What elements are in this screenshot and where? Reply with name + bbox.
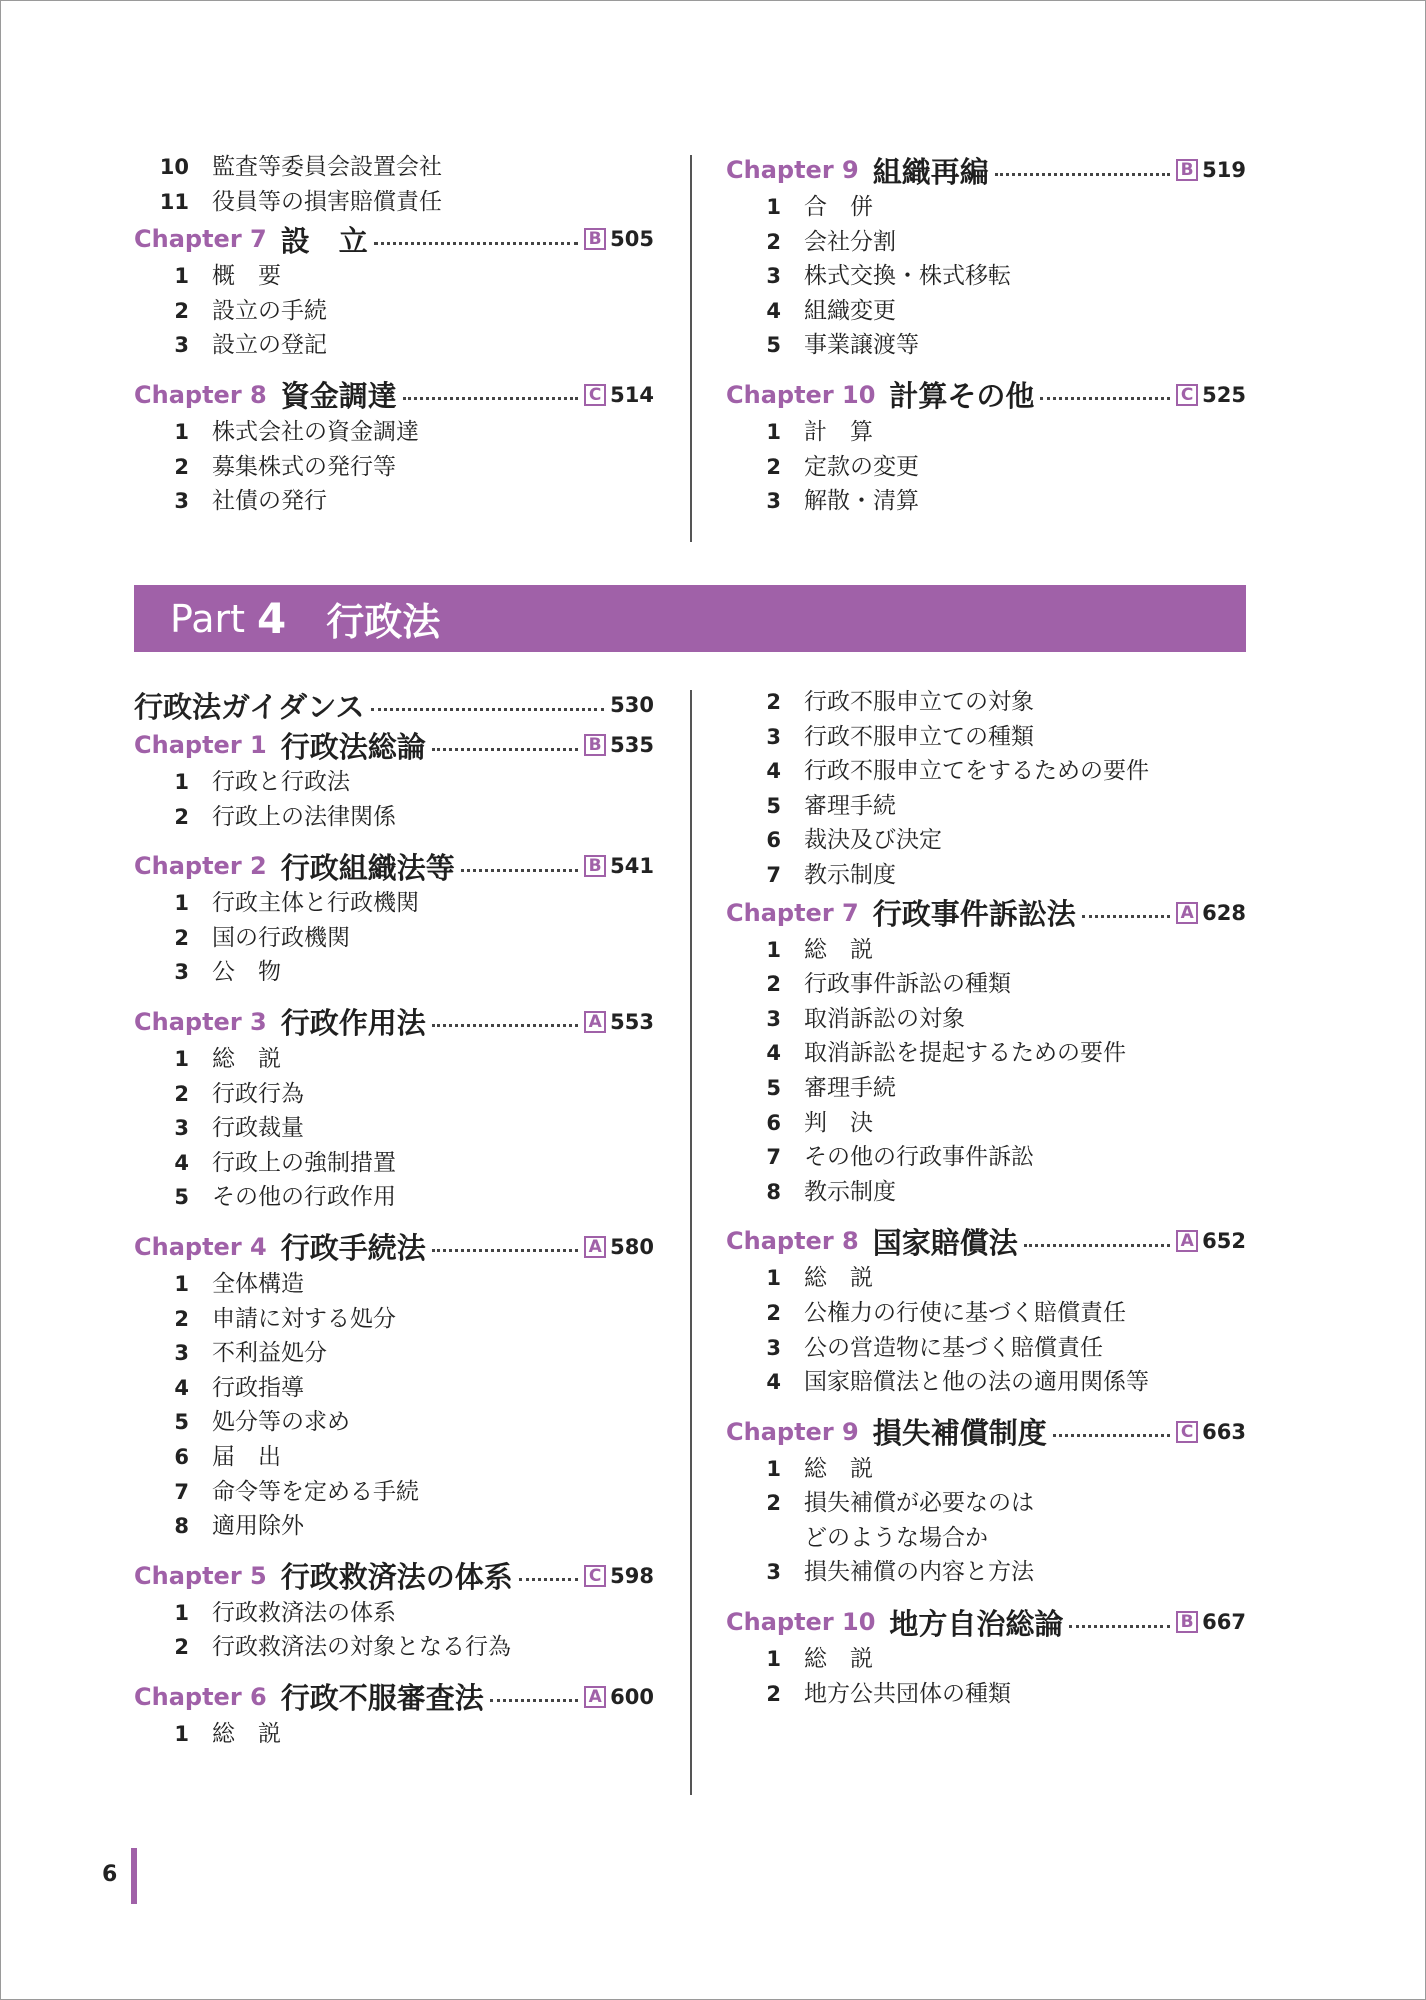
page-ref: 663 <box>1202 1419 1246 1444</box>
page-ref: 580 <box>610 1234 654 1259</box>
toc-item[interactable] <box>726 225 1246 260</box>
item-number: 4 <box>766 759 781 784</box>
item-number: 2 <box>174 1306 189 1331</box>
toc-item[interactable] <box>134 185 654 220</box>
chapter-heading[interactable] <box>134 1556 654 1596</box>
toc-column-top-right <box>726 150 1246 519</box>
leader-dots <box>1024 1244 1170 1247</box>
item-title: 行政上の法律関係 <box>212 803 396 830</box>
part-label: Part <box>170 596 246 641</box>
item-title: 総 説 <box>212 1045 281 1072</box>
item-title: 取消訴訟の対象 <box>804 1005 965 1032</box>
item-title: 教示制度 <box>804 1178 896 1205</box>
item-number: 3 <box>174 333 189 358</box>
toc-item[interactable] <box>726 720 1246 755</box>
toc-item[interactable] <box>726 1036 1246 1071</box>
toc-item[interactable] <box>134 1336 654 1371</box>
item-number: 4 <box>766 1041 781 1066</box>
item-title: 行政行為 <box>212 1080 304 1107</box>
toc-item[interactable] <box>134 1630 654 1665</box>
item-title: 総 説 <box>212 1720 281 1747</box>
page-ref: 505 <box>610 227 654 252</box>
item-title: その他の行政作用 <box>212 1184 396 1211</box>
item-number: 1 <box>174 1271 189 1296</box>
page-ref: 535 <box>610 733 654 757</box>
item-title: 総 説 <box>804 1265 873 1292</box>
item-title: 教示制度 <box>804 861 896 888</box>
chapter-heading[interactable] <box>134 1227 654 1267</box>
chapter-title: 行政事件訴訟法 <box>872 897 1076 932</box>
chapter-title: 行政組織法等 <box>280 850 455 885</box>
page-ref: 598 <box>610 1563 654 1588</box>
leader-dots <box>432 1024 578 1027</box>
item-number: 1 <box>766 1647 781 1672</box>
item-title: 行政と行政法 <box>212 769 350 795</box>
toc-item[interactable] <box>726 1175 1246 1210</box>
chapter-title: 設 立 <box>280 223 368 258</box>
toc-items-before <box>134 150 654 219</box>
item-number: 3 <box>766 1560 781 1585</box>
page-ref: 652 <box>1202 1229 1246 1254</box>
chapter-label: Chapter 8 <box>726 1227 859 1256</box>
chapter-label: Chapter 3 <box>134 1007 267 1036</box>
item-number: 4 <box>766 298 781 323</box>
toc-item[interactable] <box>726 450 1246 485</box>
column-divider <box>690 690 692 1795</box>
item-number: 3 <box>174 1341 189 1366</box>
item-number: 1 <box>766 419 781 444</box>
item-number: 5 <box>766 1075 781 1100</box>
item-title: 損失補償の内容と方法 <box>804 1559 1034 1586</box>
item-title: 役員等の損害賠償責任 <box>212 188 442 215</box>
leader-dots <box>1053 1434 1170 1437</box>
item-number: 8 <box>766 1179 781 1204</box>
chapter-label: Chapter 6 <box>134 1682 267 1711</box>
chapter-title: 計算その他 <box>889 379 1035 414</box>
item-number: 5 <box>174 1185 189 1210</box>
item-number: 2 <box>174 1635 189 1660</box>
item-title: 命令等を定める手続 <box>212 1478 419 1505</box>
guidance-heading[interactable] <box>134 685 654 725</box>
item-number: 2 <box>766 1491 781 1516</box>
grade-badge: B <box>584 855 606 877</box>
grade-badge: A <box>584 1236 606 1258</box>
grade-badge: A <box>584 1011 606 1033</box>
toc-item[interactable] <box>726 1261 1246 1296</box>
item-title: 総 説 <box>804 1455 873 1482</box>
item-number: 1 <box>766 1456 781 1481</box>
toc-column-bottom-left <box>134 685 654 1751</box>
item-title: 審理手続 <box>804 1074 896 1101</box>
chapter-block <box>134 725 654 1751</box>
toc-item[interactable] <box>134 765 654 800</box>
toc-item[interactable] <box>134 1440 654 1475</box>
toc-item[interactable] <box>726 1642 1246 1677</box>
grade-badge: A <box>584 1686 606 1708</box>
chapter-label: Chapter 4 <box>134 1232 267 1261</box>
item-title: 処分等の求め <box>212 1409 350 1436</box>
page-ref: 667 <box>1202 1610 1246 1635</box>
page-number-bar <box>131 1848 137 1904</box>
item-number: 7 <box>766 1145 781 1170</box>
item-number: 1 <box>766 937 781 962</box>
page-ref: 600 <box>610 1684 654 1709</box>
chapter-label: Chapter 8 <box>134 380 267 409</box>
item-title: 事業譲渡等 <box>804 332 919 359</box>
item-title: 株式交換・株式移転 <box>804 263 1011 290</box>
leader-dots <box>403 397 578 400</box>
toc-item[interactable] <box>134 1267 654 1302</box>
item-number: 1 <box>766 195 781 219</box>
chapter-title: 行政法総論 <box>280 729 426 764</box>
page-ref: 525 <box>1202 382 1246 407</box>
item-number: 4 <box>766 1370 781 1395</box>
chapter-heading[interactable] <box>134 219 654 259</box>
item-number: 1 <box>174 264 189 289</box>
page-ref: 553 <box>610 1009 654 1034</box>
chapter-heading[interactable] <box>134 375 654 415</box>
item-title: 不利益処分 <box>212 1340 327 1367</box>
item-number: 11 <box>159 189 189 214</box>
toc-item[interactable] <box>134 1302 654 1337</box>
item-number: 3 <box>766 1006 781 1031</box>
chapter-label: Chapter 1 <box>134 731 267 759</box>
item-number: 5 <box>766 793 781 818</box>
item-title: 国の行政機関 <box>212 924 350 951</box>
leader-dots <box>519 1578 578 1581</box>
item-number: 2 <box>174 298 189 323</box>
grade-badge: A <box>1176 902 1198 924</box>
chapter-label: Chapter 9 <box>726 1417 859 1446</box>
item-title: 地方公共団体の種類 <box>804 1680 1011 1707</box>
chapter-title: 組織再編 <box>872 154 989 189</box>
chapter-label: Chapter 7 <box>726 898 859 927</box>
leader-dots <box>995 173 1170 176</box>
item-number: 1 <box>174 1721 189 1746</box>
item-number: 2 <box>174 454 189 479</box>
leader-dots <box>1069 1625 1170 1628</box>
toc-item[interactable] <box>134 921 654 956</box>
toc-item[interactable] <box>726 1331 1246 1366</box>
toc-item[interactable] <box>726 789 1246 824</box>
chapter-heading[interactable] <box>134 1677 654 1717</box>
item-title: 概 要 <box>212 263 281 290</box>
chapter-heading[interactable] <box>726 893 1246 933</box>
item-title: 株式会社の資金調達 <box>212 418 419 445</box>
item-number: 3 <box>174 489 189 514</box>
page-ref: 519 <box>1202 158 1246 182</box>
item-title: 行政救済法の体系 <box>212 1599 396 1626</box>
item-title: 届 出 <box>212 1443 281 1470</box>
page-number: 6 <box>102 1862 118 1887</box>
chapter-title: 地方自治総論 <box>889 1606 1064 1641</box>
toc-item[interactable] <box>134 259 654 294</box>
item-title: 行政不服申立ての対象 <box>804 689 1034 715</box>
item-title: 総 説 <box>804 936 873 963</box>
item-title: 行政裁量 <box>212 1115 304 1142</box>
item-title: 総 説 <box>804 1646 873 1673</box>
leader-dots <box>374 242 578 245</box>
toc-item[interactable] <box>134 415 654 450</box>
item-title: 行政主体と行政機関 <box>212 890 419 917</box>
chapter-label: Chapter 5 <box>134 1561 267 1590</box>
toc-item[interactable] <box>134 484 654 519</box>
item-title: 公の営造物に基づく賠償責任 <box>804 1334 1103 1361</box>
chapter-block <box>134 219 654 519</box>
item-title: 公権力の行使に基づく賠償責任 <box>804 1299 1126 1326</box>
toc-item[interactable] <box>726 1365 1246 1400</box>
item-number: 5 <box>174 1410 189 1435</box>
item-title: 監査等委員会設置会社 <box>212 154 442 180</box>
item-number: 1 <box>174 1600 189 1625</box>
grade-badge: B <box>1176 159 1198 181</box>
toc-column-top-left <box>134 150 654 519</box>
item-number: 2 <box>174 804 189 829</box>
item-number: 1 <box>174 891 189 916</box>
part-banner <box>134 585 1246 652</box>
item-title: 行政上の強制措置 <box>212 1149 396 1176</box>
chapter-title: 行政手続法 <box>280 1231 426 1266</box>
toc-item[interactable] <box>134 294 654 329</box>
item-number: 1 <box>174 770 189 794</box>
page-ref: 628 <box>1202 900 1246 925</box>
item-number: 5 <box>766 333 781 358</box>
toc-item[interactable] <box>726 1452 1246 1487</box>
toc-item[interactable] <box>134 1509 654 1544</box>
item-number: 6 <box>766 828 781 853</box>
item-number: 3 <box>766 489 781 514</box>
item-number: 4 <box>174 1375 189 1400</box>
item-title: 解散・清算 <box>804 488 919 515</box>
grade-badge: C <box>584 1565 606 1587</box>
item-number: 3 <box>174 960 189 985</box>
item-title: 審理手続 <box>804 792 896 819</box>
chapter-heading[interactable] <box>726 150 1246 190</box>
toc-item[interactable] <box>134 1596 654 1631</box>
chapter-heading[interactable] <box>134 1002 654 1042</box>
item-number: 2 <box>766 1681 781 1706</box>
toc-item[interactable] <box>134 1077 654 1112</box>
item-number: 3 <box>766 724 781 749</box>
chapter-heading[interactable] <box>134 846 654 886</box>
toc-item[interactable] <box>726 823 1246 858</box>
item-number: 2 <box>174 1081 189 1106</box>
grade-badge: B <box>1176 1611 1198 1633</box>
leader-dots <box>1082 915 1170 918</box>
item-number: 4 <box>174 1150 189 1175</box>
toc-item[interactable] <box>134 328 654 363</box>
grade-badge: C <box>584 384 606 406</box>
item-title: 行政事件訴訟の種類 <box>804 971 1011 998</box>
toc-item[interactable] <box>726 933 1246 968</box>
chapter-label: Chapter 2 <box>134 852 267 881</box>
item-title: その他の行政事件訴訟 <box>804 1144 1034 1171</box>
leader-dots <box>1040 397 1170 400</box>
toc-item[interactable] <box>134 800 654 835</box>
chapter-label: Chapter 9 <box>726 156 859 184</box>
toc-item[interactable] <box>726 1296 1246 1331</box>
page-ref: 541 <box>610 854 654 879</box>
chapter-title: 行政不服審査法 <box>280 1681 484 1716</box>
chapter-label: Chapter 10 <box>726 1608 876 1637</box>
guidance-title: 行政法ガイダンス <box>134 689 365 724</box>
toc-item[interactable] <box>726 190 1246 225</box>
item-title: 損失補償が必要なのは どのような場合か <box>804 1490 1034 1551</box>
toc-item[interactable] <box>134 1475 654 1510</box>
toc-item[interactable] <box>134 1180 654 1215</box>
grade-badge: B <box>584 734 606 756</box>
toc-item[interactable] <box>134 886 654 921</box>
page-ref: 514 <box>610 382 654 407</box>
grade-badge: A <box>1176 1230 1198 1252</box>
toc-item[interactable] <box>726 1071 1246 1106</box>
item-number: 3 <box>766 264 781 289</box>
column-divider <box>690 155 692 542</box>
item-title: 行政不服申立てをするための要件 <box>804 758 1149 785</box>
item-number: 8 <box>174 1514 189 1539</box>
toc-item[interactable] <box>134 1146 654 1181</box>
chapter-block <box>726 893 1246 1712</box>
item-number: 3 <box>174 1116 189 1141</box>
chapter-label: Chapter 7 <box>134 225 267 254</box>
item-title: 会社分割 <box>804 228 896 255</box>
toc-items-before <box>726 685 1246 893</box>
toc-item[interactable] <box>726 1106 1246 1141</box>
toc-item[interactable] <box>726 1140 1246 1175</box>
item-title: 計 算 <box>804 418 873 445</box>
leader-dots <box>432 748 578 751</box>
item-title: 裁決及び決定 <box>804 827 942 854</box>
item-number: 10 <box>159 155 189 179</box>
toc-item[interactable] <box>726 1555 1246 1590</box>
chapter-title: 国家賠償法 <box>872 1225 1018 1260</box>
chapter-title: 資金調達 <box>280 379 397 414</box>
item-title: 組織変更 <box>804 297 896 324</box>
toc-item[interactable] <box>726 259 1246 294</box>
toc-item[interactable] <box>726 1002 1246 1037</box>
item-title: 定款の変更 <box>804 453 919 480</box>
leader-dots <box>432 1249 578 1252</box>
item-number: 2 <box>766 454 781 479</box>
item-number: 6 <box>174 1444 189 1469</box>
item-title: 行政不服申立ての種類 <box>804 723 1034 750</box>
item-number: 1 <box>174 1046 189 1071</box>
leader-dots <box>490 1699 578 1702</box>
toc-item[interactable] <box>726 328 1246 363</box>
toc-item[interactable] <box>134 955 654 990</box>
item-number: 1 <box>766 1266 781 1291</box>
page-ref: 530 <box>610 693 654 717</box>
toc-item[interactable] <box>134 150 654 185</box>
chapter-title: 行政救済法の体系 <box>280 1560 513 1595</box>
toc-item[interactable] <box>726 484 1246 519</box>
item-title: 設立の手続 <box>212 297 327 324</box>
chapter-title: 損失補償制度 <box>872 1416 1047 1451</box>
toc-item[interactable] <box>134 1717 654 1752</box>
part-title: 行政法 <box>326 600 441 644</box>
chapter-heading[interactable] <box>726 1602 1246 1642</box>
chapter-heading[interactable] <box>726 1412 1246 1452</box>
item-title: 国家賠償法と他の法の適用関係等 <box>804 1369 1149 1396</box>
item-title: 公 物 <box>212 959 281 986</box>
grade-badge: C <box>1176 384 1198 406</box>
item-title: 行政救済法の対象となる行為 <box>212 1634 511 1661</box>
item-title: 申請に対する処分 <box>212 1305 396 1332</box>
leader-dots <box>371 708 605 711</box>
item-title: 取消訴訟を提起するための要件 <box>804 1040 1126 1067</box>
toc-item[interactable] <box>726 685 1246 720</box>
item-number: 2 <box>766 229 781 254</box>
part-number: 4 <box>257 594 287 643</box>
item-number: 3 <box>766 1335 781 1360</box>
chapter-block <box>726 150 1246 519</box>
item-number: 2 <box>766 972 781 997</box>
toc-item[interactable] <box>134 450 654 485</box>
toc-item[interactable] <box>134 1405 654 1440</box>
toc-item[interactable] <box>726 967 1246 1002</box>
grade-badge: B <box>584 228 606 250</box>
leader-dots <box>461 869 578 872</box>
item-number: 2 <box>174 925 189 950</box>
chapter-heading[interactable] <box>134 725 654 765</box>
grade-badge: C <box>1176 1421 1198 1443</box>
item-number: 1 <box>174 419 189 444</box>
toc-item[interactable] <box>726 858 1246 893</box>
item-title: 募集株式の発行等 <box>212 453 396 480</box>
toc-item[interactable] <box>134 1042 654 1077</box>
toc-item[interactable] <box>726 1677 1246 1712</box>
chapter-title: 行政作用法 <box>280 1006 426 1041</box>
item-title: 全体構造 <box>212 1270 304 1297</box>
item-number: 2 <box>766 1300 781 1325</box>
item-title: 適用除外 <box>212 1513 304 1540</box>
chapter-heading[interactable] <box>726 375 1246 415</box>
item-title: 設立の登記 <box>212 332 327 359</box>
item-number: 2 <box>766 690 781 714</box>
item-title: 行政指導 <box>212 1374 304 1401</box>
toc-item[interactable] <box>134 1371 654 1406</box>
chapter-heading[interactable] <box>726 1221 1246 1261</box>
item-title: 判 決 <box>804 1109 873 1136</box>
toc-item[interactable] <box>726 1486 1246 1555</box>
item-number: 7 <box>174 1479 189 1504</box>
toc-item[interactable] <box>726 294 1246 329</box>
item-number: 6 <box>766 1110 781 1135</box>
chapter-label: Chapter 10 <box>726 380 876 409</box>
item-number: 7 <box>766 862 781 887</box>
toc-item[interactable] <box>134 1111 654 1146</box>
toc-column-bottom-right <box>726 685 1246 1711</box>
item-title: 社債の発行 <box>212 488 327 515</box>
toc-item[interactable] <box>726 754 1246 789</box>
item-title: 合 併 <box>804 194 873 220</box>
toc-item[interactable] <box>726 415 1246 450</box>
